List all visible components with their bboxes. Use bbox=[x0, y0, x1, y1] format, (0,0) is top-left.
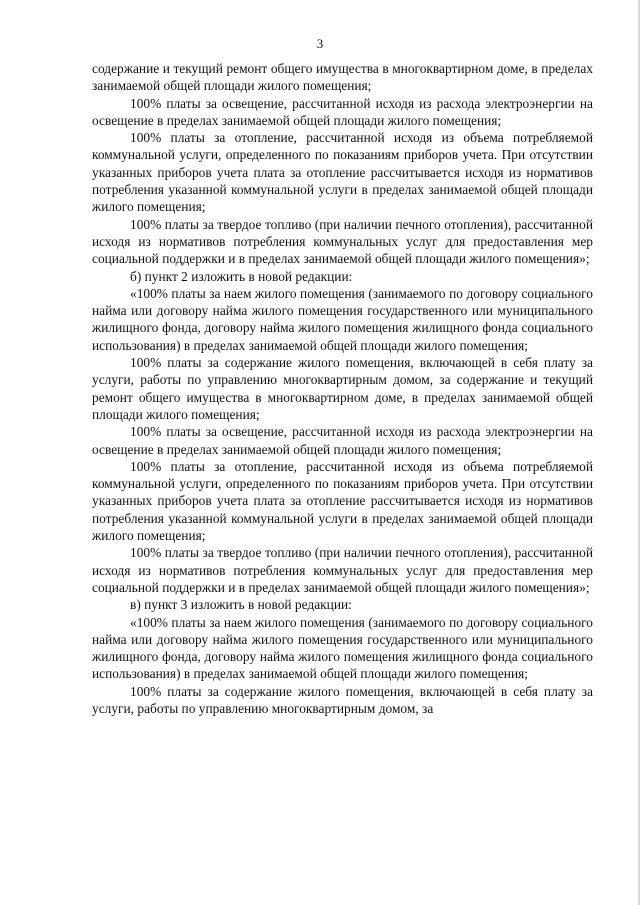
paragraph-item-b: б) пункт 2 изложить в новой редакции: bbox=[130, 268, 353, 284]
page-number: 3 bbox=[316, 36, 324, 51]
paragraph-rent-3: «100% платы за наем жилого помещения (занимаемого по договору социального найма или договору найма жилого помещения государственного или муниципального жилищного фонда, договору найма жилого помещения жилищного фонда социального использования) в пределах занимаемой общей площади жилого помещения; bbox=[92, 614, 593, 682]
paragraph-solid-fuel-2: 100% платы за твердое топливо (при наличии печного отопления), рассчитанной исходя из нормативов потребления коммунальных услуг для предоставления мер социальной поддержки и в пределах занимаемой общей площади жилого помещения»; bbox=[92, 545, 593, 595]
paragraph-heating-1: 100% платы за отопление, рассчитанной исходя из объема потребляемой коммунальной услуги, определенного по показаниям приборов учета. При отсутствии указанных приборов учета плата за отопление рассчитывается исходя из нормативов потребления указанной коммунальной услуги в пределах занимаемой общей площади жилого помещения; bbox=[92, 130, 593, 215]
paragraph-maintenance-3: 100% платы за содержание жилого помещения, включающей в себя плату за услуги, работы по управлению многоквартирным домом, за bbox=[92, 683, 593, 716]
document-body bbox=[92, 60, 593, 717]
paragraph-rent-2: «100% платы за наем жилого помещения (занимаемого по договору социального найма или договору найма жилого помещения государственного или муниципального жилищного фонда, договору найма жилого помещения жилищного фонда социального использования) в пределах занимаемой общей площади жилого помещения; bbox=[92, 285, 593, 353]
paragraph-item-v: в) пункт 3 изложить в новой редакции: bbox=[130, 597, 352, 613]
paragraph-lighting-2: 100% платы за освещение, рассчитанной исходя из расхода электроэнергии на освещение в пределах занимаемой общей площади жилого помещения; bbox=[92, 424, 593, 457]
paragraph-continuation: содержание и текущий ремонт общего имущества в многоквартирном доме, в пределах занимаемой общей площади жилого помещения; bbox=[92, 61, 593, 94]
paragraph-heating-2: 100% платы за отопление, рассчитанной исходя из объема потребляемой коммунальной услуги, определенного по показаниям приборов учета. При отсутствии указанных приборов учета плата за отопление рассчитывается исходя из нормативов потребления указанной коммунальной услуги в пределах занимаемой общей площади жилого помещения; bbox=[92, 458, 593, 544]
paragraph-solid-fuel-1: 100% платы за твердое топливо (при наличии печного отопления), рассчитанной исходя из нормативов потребления коммунальных услуг для предоставления мер социальной поддержки и в пределах занимаемой общей площади жилого помещения»; bbox=[92, 216, 593, 267]
paragraph-maintenance-2: 100% платы за содержание жилого помещения, включающей в себя плату за услуги, работы по управлению многоквартирным домом, за содержание и текущий ремонт общего имущества в многоквартирном доме, в пределах занимаемой общей площади жилого помещения; bbox=[92, 355, 593, 422]
paragraph-lighting-1: 100% платы за освещение, рассчитанной исходя из расхода электроэнергии на освещение в пределах занимаемой общей площади жилого помещения; bbox=[92, 95, 593, 128]
